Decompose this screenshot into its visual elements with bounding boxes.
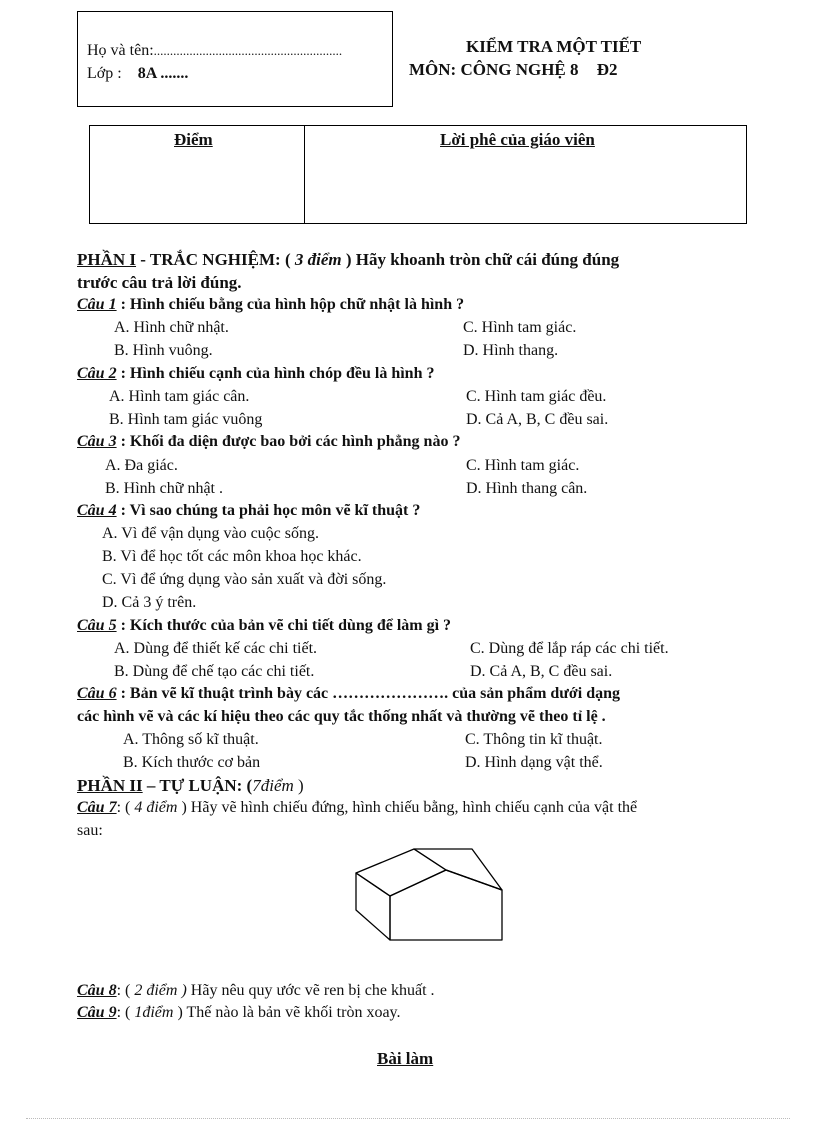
essay-8-points: 2 điểm ) [134, 982, 187, 999]
q4-option-a[interactable]: A. Vì để vận dụng vào cuộc sống. [102, 525, 319, 542]
score-table-divider [304, 125, 305, 224]
part2-heading [77, 776, 304, 796]
question-1-text: : Hình chiếu bằng của hình hộp chữ nhật là hình ? [116, 296, 465, 313]
essay-9-points: 1điểm [134, 1004, 174, 1021]
part1-title-rest: - TRẮC NGHIỆM: ( [136, 250, 291, 269]
q3-option-d[interactable]: D. Hình thang cân. [466, 480, 588, 497]
part1-instruction-2: trước câu trả lời đúng. [77, 273, 242, 292]
q1-option-b[interactable]: B. Hình vuông. [114, 342, 213, 359]
q3-option-a[interactable]: A. Đa giác. [105, 457, 178, 474]
question-3-label: Câu 3 [77, 433, 117, 450]
question-2-label: Câu 2 [77, 365, 117, 382]
question-6-text-2: các hình vẽ và các kí hiệu theo các quy tắc thống nhất và thường vẽ theo tỉ lệ . [77, 708, 606, 725]
part1-instruction: ) Hãy khoanh tròn chữ cái đúng đúng [345, 250, 620, 269]
q3-option-c[interactable]: C. Hình tam giác. [466, 457, 580, 474]
question-4-text: : Vì sao chúng ta phải học môn vẽ kĩ thuật ? [116, 502, 421, 519]
essay-8-sep: : ( [116, 982, 135, 999]
q1-option-d[interactable]: D. Hình thang. [463, 342, 559, 359]
exam-subject: MÔN: CÔNG NGHỆ 8 [409, 60, 579, 79]
question-6-text: : Bản vẽ kĩ thuật trình bày các …………………. của sản phẩm dưới dạng [116, 685, 620, 702]
question-6 [77, 685, 620, 703]
exam-subject-line [409, 60, 618, 80]
prism-figure-icon [352, 846, 506, 944]
essay-8 [77, 982, 435, 1000]
part2-points: 7điểm [252, 776, 294, 795]
question-3-text: : Khối đa diện được bao bởi các hình phẳng nào ? [116, 433, 461, 450]
answer-heading: Bài làm [377, 1049, 434, 1068]
question-5-label: Câu 5 [77, 617, 117, 634]
q2-option-d[interactable]: D. Cả A, B, C đều sai. [466, 411, 609, 428]
class-line [87, 65, 188, 83]
q1-option-c[interactable]: C. Hình tam giác. [463, 319, 577, 336]
q4-option-b[interactable]: B. Vì để học tốt các môn khoa học khác. [102, 548, 362, 565]
part1-heading [77, 250, 619, 270]
q5-option-c[interactable]: C. Dùng để lắp ráp các chi tiết. [470, 640, 669, 657]
exam-code: Đ2 [596, 60, 618, 79]
part1-title: PHẦN I [77, 250, 137, 269]
part2-title-rest: – TỰ LUẬN: ( [142, 776, 253, 795]
question-1-label: Câu 1 [77, 296, 117, 313]
essay-9-text: ) Thế nào là bản vẽ khối tròn xoay. [173, 1004, 401, 1021]
q4-option-c[interactable]: C. Vì để ứng dụng vào sản xuất và đời sống. [102, 571, 387, 588]
part2-close: ) [293, 776, 304, 795]
name-dots: .......................................................... [153, 43, 343, 58]
question-3 [77, 433, 460, 451]
q4-option-d[interactable]: D. Cả 3 ý trên. [102, 594, 197, 611]
essay-7-label: Câu 7 [77, 799, 117, 816]
question-2 [77, 365, 434, 383]
essay-7-text: ) Hãy vẽ hình chiếu đứng, hình chiếu bằng, hình chiếu cạnh của vật thể [177, 799, 638, 816]
q2-option-c[interactable]: C. Hình tam giác đều. [466, 388, 607, 405]
q6-option-b[interactable]: B. Kích thước cơ bản [123, 754, 261, 771]
class-label: Lớp : [87, 65, 122, 82]
q6-option-d[interactable]: D. Hình dạng vật thể. [465, 754, 603, 771]
name-line [87, 42, 342, 60]
question-5-text: : Kích thước của bản vẽ chi tiết dùng để làm gì ? [116, 617, 452, 634]
q2-option-a[interactable]: A. Hình tam giác cân. [109, 388, 250, 405]
q5-option-a[interactable]: A. Dùng để thiết kế các chi tiết. [114, 640, 318, 657]
q6-option-a[interactable]: A. Thông số kĩ thuật. [123, 731, 259, 748]
essay-8-label: Câu 8 [77, 982, 117, 999]
exam-title: KIỂM TRA MỘT TIẾT [466, 37, 642, 56]
score-header: Điểm [174, 130, 213, 149]
question-4-label: Câu 4 [77, 502, 117, 519]
essay-8-text: Hãy nêu quy ước vẽ ren bị che khuất . [186, 982, 435, 999]
part2-title: PHẦN II [77, 776, 143, 795]
question-6-label: Câu 6 [77, 685, 117, 702]
essay-7 [77, 799, 637, 817]
q3-option-b[interactable]: B. Hình chữ nhật . [105, 480, 223, 497]
q1-option-a[interactable]: A. Hình chữ nhật. [114, 319, 229, 336]
essay-9-label: Câu 9 [77, 1004, 117, 1021]
name-label: Họ và tên: [87, 42, 154, 59]
q5-option-b[interactable]: B. Dùng để chế tạo các chi tiết. [114, 663, 315, 680]
question-5 [77, 617, 451, 635]
q2-option-b[interactable]: B. Hình tam giác vuông [109, 411, 263, 428]
question-4 [77, 502, 420, 520]
essay-7-text-2: sau: [77, 822, 103, 839]
question-1 [77, 296, 464, 314]
essay-9-sep: : ( [116, 1004, 135, 1021]
essay-7-sep: : ( [116, 799, 135, 816]
essay-7-points: 4 điểm [134, 799, 178, 816]
bottom-dotted-line [26, 1118, 790, 1119]
q5-option-d[interactable]: D. Cả A, B, C đều sai. [470, 663, 613, 680]
part1-points: 3 điểm [290, 250, 346, 269]
q6-option-c[interactable]: C. Thông tin kĩ thuật. [465, 731, 603, 748]
essay-9 [77, 1004, 401, 1022]
class-value: 8A ....... [137, 65, 189, 82]
comment-header: Lời phê của giáo viên [440, 130, 595, 149]
question-2-text: : Hình chiếu cạnh của hình chóp đều là hình ? [116, 365, 435, 382]
